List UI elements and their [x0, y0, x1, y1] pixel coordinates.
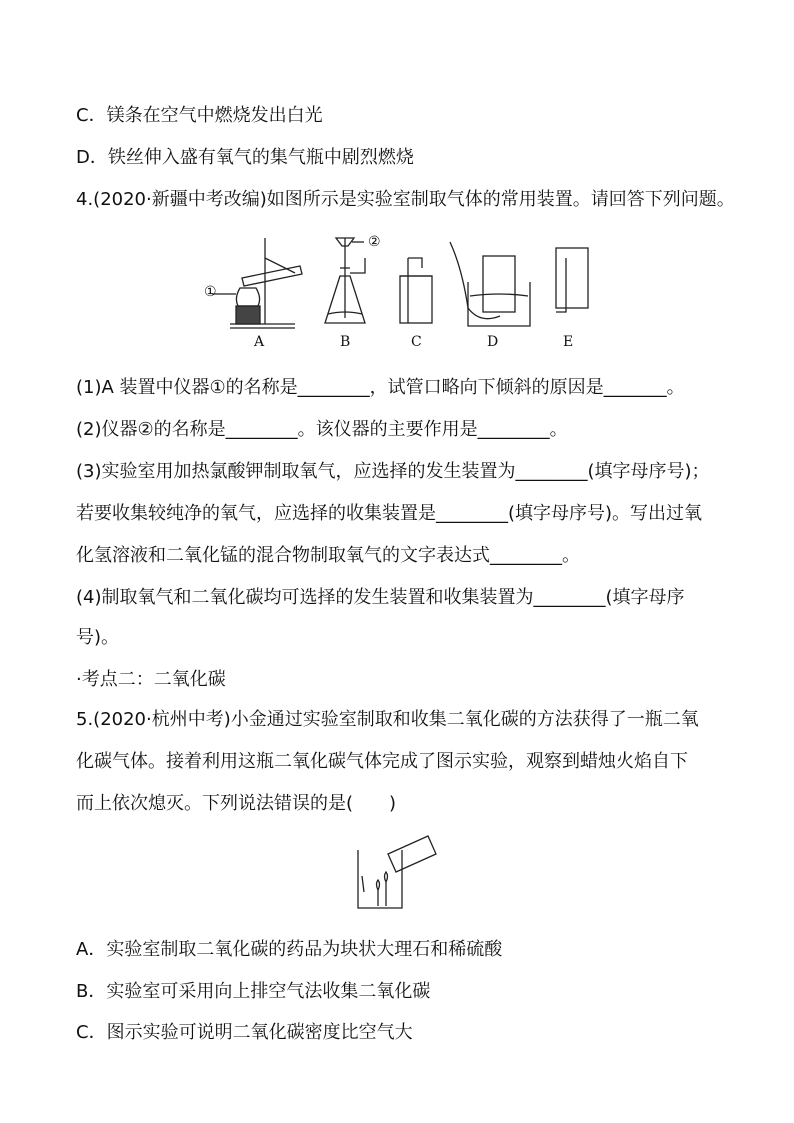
co2-experiment-drawing: [350, 832, 440, 912]
question-4-part-3-line1: (3)实验室用加热氯酸钾制取氧气，应选择的发生装置为________(填字母序号)；: [76, 461, 710, 482]
question-4-part-4-line1: (4)制取氧气和二氧化碳均可选择的发生装置和收集装置为________(填字母序: [76, 587, 685, 608]
option-a-q5: A．实验室制取二氧化碳的药品为块状大理石和稀硫酸: [76, 939, 503, 960]
question-4-part-3-line2: 若要收集较纯净的氧气，应选择的收集装置是________(填字母序号)。写出过氧: [76, 503, 703, 524]
question-4-part-2: (2)仪器②的名称是________。该仪器的主要作用是________。: [76, 419, 568, 440]
option-c-q3: C．镁条在空气中燃烧发出白光: [76, 105, 323, 126]
option-d-q3: D．铁丝伸入盛有氧气的集气瓶中剧烈燃烧: [76, 147, 414, 168]
label-d: D: [487, 334, 499, 350]
section-heading: ·考点二：二氧化碳: [76, 669, 226, 690]
marker-1: ①: [204, 284, 217, 300]
marker-2: ②: [368, 234, 381, 250]
option-c-q5: C．图示实验可说明二氧化碳密度比空气大: [76, 1022, 413, 1043]
label-e: E: [563, 334, 574, 350]
question-5-stem-line1: 5.(2020·杭州中考)小金通过实验室制取和收集二氧化碳的方法获得了一瓶二氧: [76, 709, 699, 730]
question-4-part-3-line3: 化氢溶液和二氧化锰的混合物制取氧气的文字表达式________。: [76, 545, 580, 566]
question-5-stem-line3: 而上依次熄灭。下列说法错误的是( ): [76, 793, 397, 814]
question-4-part-1: (1)A 装置中仪器①的名称是________，试管口略向下倾斜的原因是_______。: [76, 377, 685, 398]
option-b-q5: B．实验室可采用向上排空气法收集二氧化碳: [76, 981, 431, 1002]
question-4-stem: 4.(2020·新疆中考改编)如图所示是实验室制取气体的常用装置。请回答下列问题。: [76, 189, 735, 210]
label-a: A: [254, 334, 265, 350]
question-4-part-4-line2: 号)。: [76, 627, 120, 648]
co2-experiment-figure: [350, 832, 440, 912]
question-5-stem-line2: 化碳气体。接着利用这瓶二氧化碳气体完成了图示实验，观察到蜡烛火焰自下: [76, 751, 688, 772]
label-b: B: [340, 334, 351, 350]
apparatus-figure: [200, 228, 600, 358]
label-c: C: [411, 334, 422, 350]
